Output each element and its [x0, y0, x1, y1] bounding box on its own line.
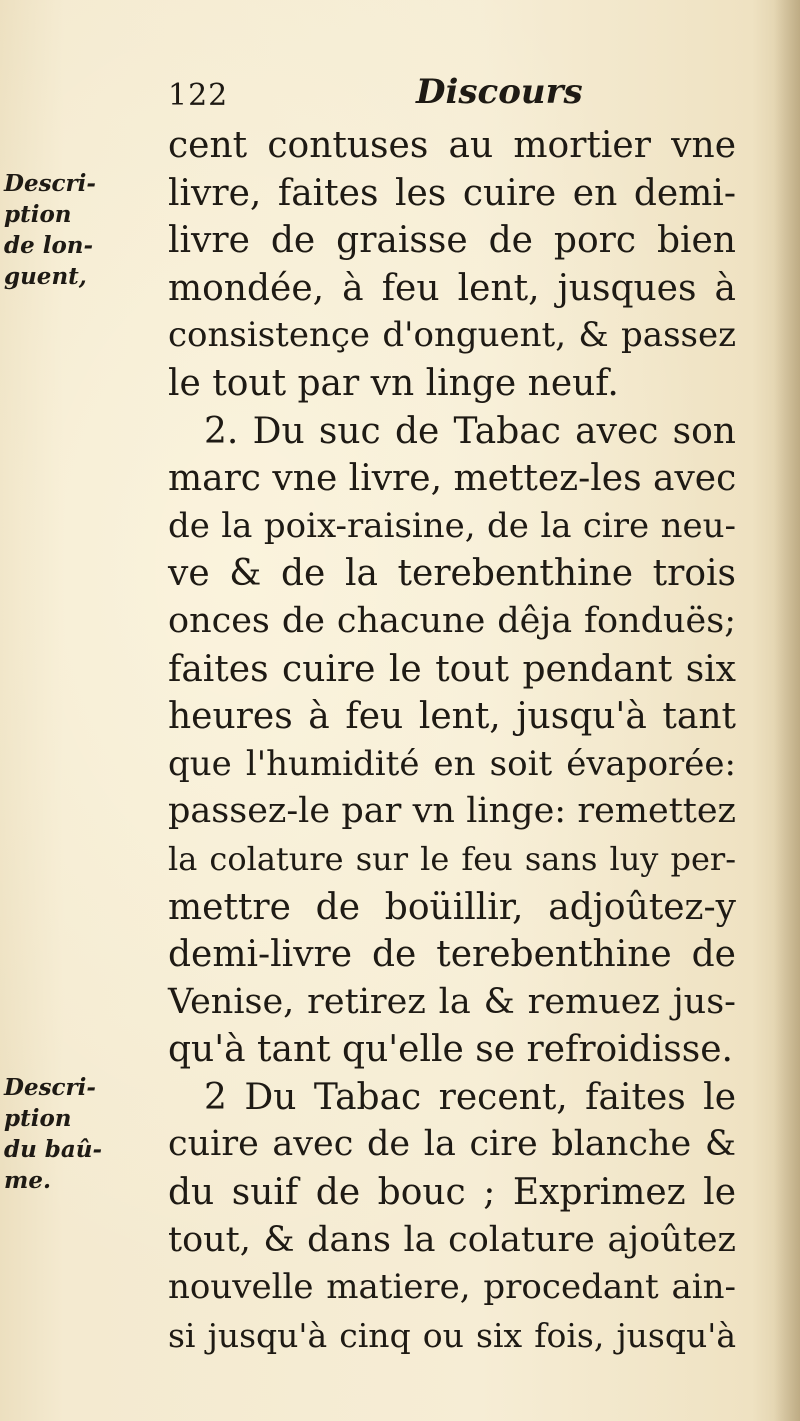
text-line: passez-le par vn linge: remettez: [168, 791, 736, 832]
text-line: du suif de bouc ; Exprimez le: [168, 1172, 736, 1214]
margin-note-line: ption: [4, 201, 72, 228]
text-line: que l'humidité en soit évaporée:: [168, 743, 736, 784]
text-line: la colature sur le feu sans luy per-: [168, 839, 736, 878]
text-line: demi-livre de terebenthine de: [168, 934, 736, 976]
text-line: nouvelle matiere, procedant ain-: [168, 1267, 736, 1308]
text-line: qu'à tant qu'elle se refroidisse.: [168, 1029, 733, 1071]
text-line: mettre de boüillir, adjoûtez-y: [168, 886, 736, 928]
margin-note-description-baume: [4, 1072, 154, 1196]
gutter-shadow: [774, 0, 800, 1421]
text-line: le tout par vn linge neuf.: [168, 362, 619, 404]
text-line: ve & de la terebenthine trois: [168, 553, 736, 595]
margin-note-line: Descri-: [4, 170, 96, 197]
text-line: livre, faites les cuire en demi-: [168, 172, 736, 214]
running-head: Discours: [416, 72, 583, 112]
text-line: 2 Du Tabac recent, faites le: [204, 1076, 736, 1118]
text-line: consistençe d'onguent, & passez: [168, 315, 736, 356]
text-line: de la poix-raisine, de la cire neu-: [168, 505, 736, 546]
margin-note-line: Descri-: [4, 1074, 96, 1101]
margin-note-description-onguent: [4, 168, 154, 292]
text-line: heures à feu lent, jusqu'à tant: [168, 696, 736, 738]
body-text: [168, 122, 736, 1359]
page-header: [168, 72, 728, 124]
text-line: marc vne livre, mettez-les avec: [168, 458, 737, 500]
margin-note-line: du baû-: [4, 1136, 103, 1163]
text-line: si jusqu'à cinq ou six fois, jusqu'à: [168, 1315, 736, 1355]
text-line: onces de chacune dêja fonduës;: [168, 600, 736, 641]
text-line: cuire avec de la cire blanche &: [168, 1124, 736, 1165]
margin-note-line: ption: [4, 1105, 72, 1132]
text-line: faites cuire le tout pendant six: [168, 648, 736, 690]
text-line: Venise, retirez la & remuez jus-: [168, 981, 736, 1022]
text-line: cent contuses au mortier vne: [168, 125, 736, 166]
margin-note-line: me.: [4, 1167, 51, 1194]
margin-note-line: de lon-: [4, 232, 94, 259]
text-line: livre de graisse de porc bien: [168, 220, 736, 262]
text-line: 2. Du suc de Tabac avec son: [204, 410, 736, 452]
page-number: 122: [168, 78, 229, 113]
text-line: tout, & dans la colature ajoûtez: [168, 1219, 736, 1260]
margin-note-line: guent,: [4, 263, 87, 290]
text-line: mondée, à feu lent, jusques à: [168, 267, 736, 309]
